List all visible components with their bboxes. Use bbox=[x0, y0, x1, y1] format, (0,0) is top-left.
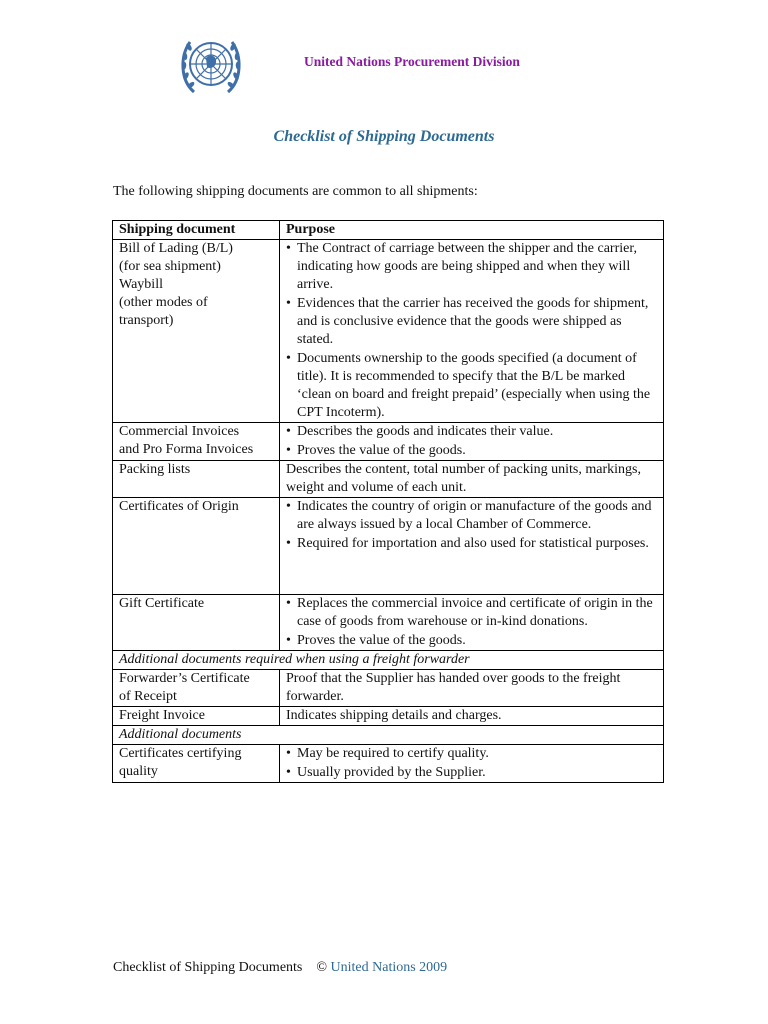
table-row-gift-certificate bbox=[113, 595, 664, 651]
document-cell bbox=[113, 707, 280, 726]
purpose-bullet: • Replaces the commercial invoice and certificate of origin in the case of goods from warehouse or in-kind donations. bbox=[286, 595, 657, 631]
document-line: quality bbox=[119, 764, 158, 779]
copyright-symbol: © bbox=[316, 960, 328, 975]
purpose-cell bbox=[280, 745, 664, 783]
section-heading: Additional documents bbox=[113, 726, 664, 745]
purpose-bullet: • The Contract of carriage between the shipper and the carrier, indicating how goods are being shipped and when they will arrive. bbox=[286, 240, 657, 294]
document-line: Forwarder’s Certificate bbox=[119, 671, 250, 686]
purpose-bullet-list bbox=[286, 240, 657, 422]
table-row-bill-of-lading bbox=[113, 240, 664, 423]
document-line: transport) bbox=[119, 313, 174, 328]
document-cell bbox=[113, 745, 280, 783]
document-line: Commercial Invoices bbox=[119, 424, 240, 439]
table-row-packing-lists bbox=[113, 461, 664, 498]
purpose-bullet-list bbox=[286, 595, 657, 650]
purpose-cell bbox=[280, 423, 664, 461]
document-line: (other modes of bbox=[119, 295, 208, 310]
document-line: Bill of Lading (B/L) bbox=[119, 241, 233, 256]
document-line: Gift Certificate bbox=[119, 596, 205, 611]
section-heading: Additional documents required when using a freight forwarder bbox=[113, 651, 664, 670]
purpose-bullet-list bbox=[286, 498, 657, 553]
purpose-cell: Proof that the Supplier has handed over goods to the freight forwarder. bbox=[280, 670, 664, 707]
document-cell bbox=[113, 240, 280, 423]
document-line: and Pro Forma Invoices bbox=[119, 442, 254, 457]
section-row-freight-forwarder bbox=[113, 651, 664, 670]
purpose-cell: Describes the content, total number of packing units, markings, weight and volume of each unit. bbox=[280, 461, 664, 498]
table-row-quality-certificates bbox=[113, 745, 664, 783]
table-header-row bbox=[113, 221, 664, 240]
un-emblem-logo bbox=[178, 30, 244, 100]
purpose-bullet: • Proves the value of the goods. bbox=[286, 632, 657, 650]
document-cell bbox=[113, 423, 280, 461]
purpose-bullet-list bbox=[286, 745, 657, 782]
document-line: Packing lists bbox=[119, 462, 191, 477]
purpose-cell bbox=[280, 240, 664, 423]
shipping-documents-table bbox=[112, 220, 664, 783]
intro-text: The following shipping documents are common to all shipments: bbox=[113, 184, 478, 199]
purpose-bullet: • Indicates the country of origin or manufacture of the goods and are always issued by a local Chamber of Commerce. bbox=[286, 498, 657, 534]
purpose-bullet: • May be required to certify quality. bbox=[286, 745, 657, 763]
purpose-bullet-list bbox=[286, 423, 657, 460]
copyright-owner: United Nations 2009 bbox=[330, 960, 448, 975]
purpose-bullet: • Proves the value of the goods. bbox=[286, 442, 657, 460]
column-header-shipping-document: Shipping document bbox=[113, 221, 280, 240]
table-row-certificates-of-origin bbox=[113, 498, 664, 595]
document-title: Checklist of Shipping Documents bbox=[273, 128, 495, 145]
table-row-forwarders-certificate bbox=[113, 670, 664, 707]
page-footer bbox=[113, 960, 447, 976]
un-emblem-icon bbox=[178, 30, 244, 100]
purpose-bullet: • Usually provided by the Supplier. bbox=[286, 764, 657, 782]
purpose-bullet: • Describes the goods and indicates their value. bbox=[286, 423, 657, 441]
purpose-bullet: • Required for importation and also used for statistical purposes. bbox=[286, 535, 657, 553]
document-cell bbox=[113, 461, 280, 498]
document-line: Certificates of Origin bbox=[119, 499, 239, 514]
purpose-cell bbox=[280, 498, 664, 595]
document-line: Waybill bbox=[119, 277, 163, 292]
purpose-bullet: • Documents ownership to the goods specified (a document of title). It is recommended to specify that the B/L be marked ‘clean on board and freight prepaid’ (especially when using the CPT Incoterm). bbox=[286, 350, 657, 422]
purpose-cell: Indicates shipping details and charges. bbox=[280, 707, 664, 726]
document-line: (for sea shipment) bbox=[119, 259, 221, 274]
purpose-cell bbox=[280, 595, 664, 651]
column-header-purpose: Purpose bbox=[280, 221, 664, 240]
purpose-bullet: • Evidences that the carrier has received the goods for shipment, and is conclusive evidence that the goods were shipped as stated. bbox=[286, 295, 657, 349]
document-line: Certificates certifying bbox=[119, 746, 242, 761]
section-row-additional-documents bbox=[113, 726, 664, 745]
table-row-commercial-invoices bbox=[113, 423, 664, 461]
document-line: Freight Invoice bbox=[119, 708, 205, 723]
document-line: of Receipt bbox=[119, 689, 177, 704]
document-cell bbox=[113, 595, 280, 651]
organization-title: United Nations Procurement Division bbox=[304, 54, 520, 69]
document-cell bbox=[113, 498, 280, 595]
table-row-freight-invoice bbox=[113, 707, 664, 726]
document-cell bbox=[113, 670, 280, 707]
footer-title: Checklist of Shipping Documents bbox=[113, 960, 303, 975]
